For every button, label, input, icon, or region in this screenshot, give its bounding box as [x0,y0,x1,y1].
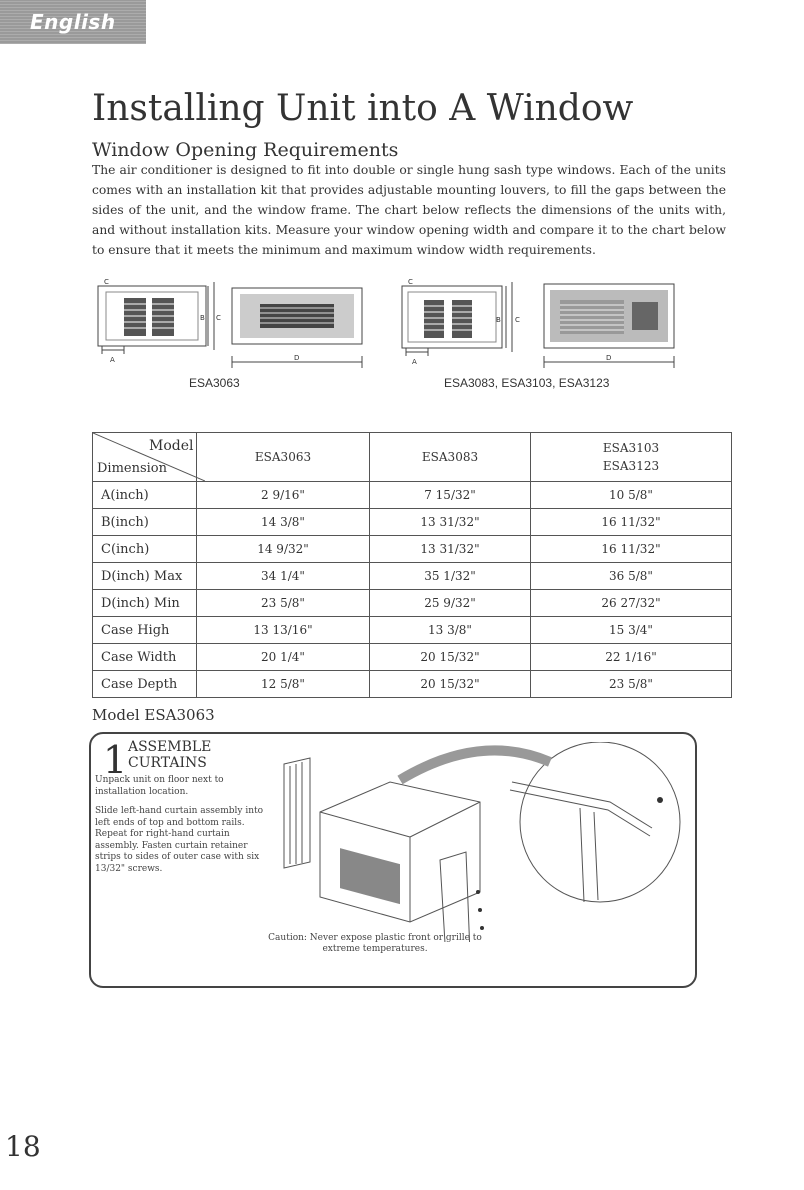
column-header: ESA3103 ESA3123 [531,433,732,482]
table-row [93,590,732,617]
dimension-letter-c: C [216,314,221,322]
esa3083-dimension-diagram [396,278,686,370]
page-title: Installing Unit into A Window [92,88,634,129]
curtain-assembly-illustration [280,742,690,942]
step-title [128,739,211,771]
model-label: Model ESA3063 [92,706,215,724]
table-cell: 23 5/8" [531,671,732,698]
table-cell: 14 9/32" [197,536,370,563]
row-label: A(inch) [93,482,197,509]
table-cell: 13 31/32" [370,509,531,536]
caution-note: Caution: Never expose plastic front or grille to extreme temperatures. [268,933,482,954]
table-cell: 25 9/32" [370,590,531,617]
table-row [93,509,732,536]
table-cell: 13 3/8" [370,617,531,644]
row-label: Case High [93,617,197,644]
row-label: Case Depth [93,671,197,698]
language-tab [0,0,146,44]
table-row [93,536,732,563]
corner-dimension-label: Dimension [97,461,168,476]
page-number: 18 [5,1130,41,1163]
table-header-row [93,433,732,482]
row-label: B(inch) [93,509,197,536]
table-cell: 35 1/32" [370,563,531,590]
step-number: 1 [103,738,128,782]
esa3063-diagram-label: ESA3063 [189,376,240,390]
row-label: D(inch) Max [93,563,197,590]
dimension-letter-e: C [408,278,413,286]
corner-model-label: Model [149,438,194,454]
intro-paragraph: The air conditioner is designed to fit into double or single hung sash type windows. Each of the units comes with an installation kit that provides adjustable mounting louvers, to fill the gaps between the sides of the unit, and the window frame. The chart below reflects the dimensions of the units with, and without installation kits. Measure your window opening width and compare it to the chart below to ensure that it meets the minimum and maximum window width requirements. [92,163,726,257]
esa3083-diagram-label: ESA3083, ESA3103, ESA3123 [444,376,610,390]
dimension-letter-d: D [606,354,612,362]
table-row [93,644,732,671]
dimension-letter-e: C [104,278,109,286]
step-instructions [95,775,275,875]
table-cell: 26 27/32" [531,590,732,617]
table-cell: 12 5/8" [197,671,370,698]
table-cell: 2 9/16" [197,482,370,509]
dimension-letter-c: C [515,316,520,324]
row-label: Case Width [93,644,197,671]
dimension-letter-a: A [412,358,417,366]
column-header: ESA3063 [197,433,370,482]
step-paragraph-1: Unpack unit on floor next to installation location. [95,775,224,797]
step-paragraph-2: Slide left-hand curtain assembly into left ends of top and bottom rails. Repeat for right-hand curtain assembly. Fasten curtain retainer strips to sides of outer case with six 13/32" screws. [95,806,264,874]
table-cell: 20 15/32" [370,671,531,698]
table-cell: 16 11/32" [531,536,732,563]
table-cell: 20 1/4" [197,644,370,671]
table-row [93,563,732,590]
corner-cell [93,433,197,482]
dimension-table [92,432,732,698]
table-cell: 20 15/32" [370,644,531,671]
row-label: C(inch) [93,536,197,563]
step-title-line2: CURTAINS [128,755,207,771]
step-title-line1: ASSEMBLE [128,739,212,755]
column-header: ESA3083 [370,433,531,482]
table-cell: 34 1/4" [197,563,370,590]
table-cell: 22 1/16" [531,644,732,671]
row-label: D(inch) Min [93,590,197,617]
dimension-letter-b: B [200,314,205,322]
dimension-letter-d: D [294,354,300,362]
table-cell: 23 5/8" [197,590,370,617]
dimension-letter-a: A [110,356,115,364]
esa3063-dimension-diagram [92,278,382,370]
table-cell: 16 11/32" [531,509,732,536]
table-cell: 7 15/32" [370,482,531,509]
table-row [93,617,732,644]
table-cell: 15 3/4" [531,617,732,644]
table-cell: 13 31/32" [370,536,531,563]
table-cell: 36 5/8" [531,563,732,590]
table-cell: 10 5/8" [531,482,732,509]
table-row [93,482,732,509]
table-row [93,671,732,698]
language-label: English [30,10,116,34]
dimension-letter-b: B [496,316,501,324]
section-subtitle: Window Opening Requirements [92,139,399,161]
table-cell: 13 13/16" [197,617,370,644]
table-cell: 14 3/8" [197,509,370,536]
